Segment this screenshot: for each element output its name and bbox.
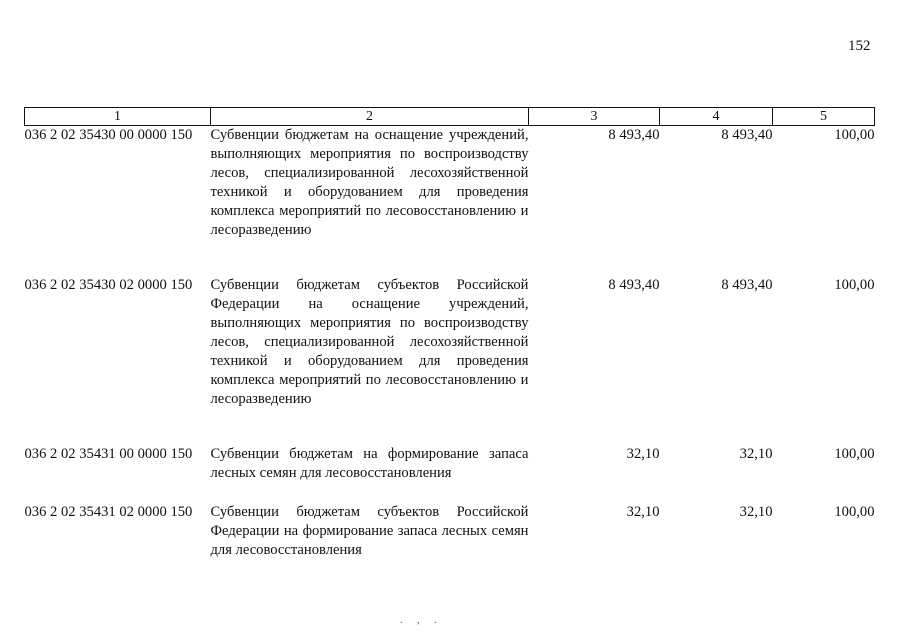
row-col3: 32,10	[626, 446, 660, 462]
table-row	[25, 126, 875, 241]
row-col5: 100,00	[834, 277, 875, 293]
column-header-3: 3	[529, 108, 660, 126]
row-name: Субвенции бюджетам на оснащение учреждений, выполняющих мероприятия по воспроизводству лесов, специализированной лесохозяйственной техникой и оборудованием для проведения комплекса мероприятий по лесовосстановлению и лесоразведению	[210, 127, 529, 238]
page-number: 152	[848, 38, 871, 54]
column-header-1: 1	[25, 108, 211, 126]
row-code: 036 2 02 35431 02 0000 150	[24, 504, 193, 520]
row-col3: 32,10	[626, 504, 660, 520]
row-name: Субвенции бюджетам субъектов Российской Федерации на оснащение учреждений, выполняющих мероприятия по воспроизводству лесов, специализированной лесохозяйственной техникой и оборудованием для проведения комплекса мероприятий по лесовосстановлению и лесоразведению	[210, 277, 529, 407]
row-col4: 32,10	[739, 446, 773, 462]
row-col5: 100,00	[834, 446, 875, 462]
row-col4: 32,10	[739, 504, 773, 520]
row-code: 036 2 02 35430 00 0000 150	[24, 127, 193, 143]
scan-artifact: . , .	[400, 615, 443, 626]
budget-table	[24, 107, 875, 560]
column-header-4: 4	[660, 108, 773, 126]
table-row	[25, 503, 875, 560]
row-col3: 8 493,40	[608, 277, 660, 293]
table-row	[25, 276, 875, 409]
row-col3: 8 493,40	[608, 127, 660, 143]
row-col4: 8 493,40	[721, 277, 773, 293]
column-header-2: 2	[211, 108, 529, 126]
column-header-5: 5	[773, 108, 875, 126]
table-row	[25, 445, 875, 483]
table-header-row	[25, 108, 875, 126]
row-code: 036 2 02 35430 02 0000 150	[24, 277, 193, 293]
row-col5: 100,00	[834, 127, 875, 143]
row-col4: 8 493,40	[721, 127, 773, 143]
row-code: 036 2 02 35431 00 0000 150	[24, 446, 193, 462]
row-name: Субвенции бюджетам на формирование запаса лесных семян для лесовосстановления	[210, 446, 529, 481]
row-col5: 100,00	[834, 504, 875, 520]
row-name: Субвенции бюджетам субъектов Российской Федерации на формирование запаса лесных семян для лесовосстановления	[210, 504, 529, 558]
